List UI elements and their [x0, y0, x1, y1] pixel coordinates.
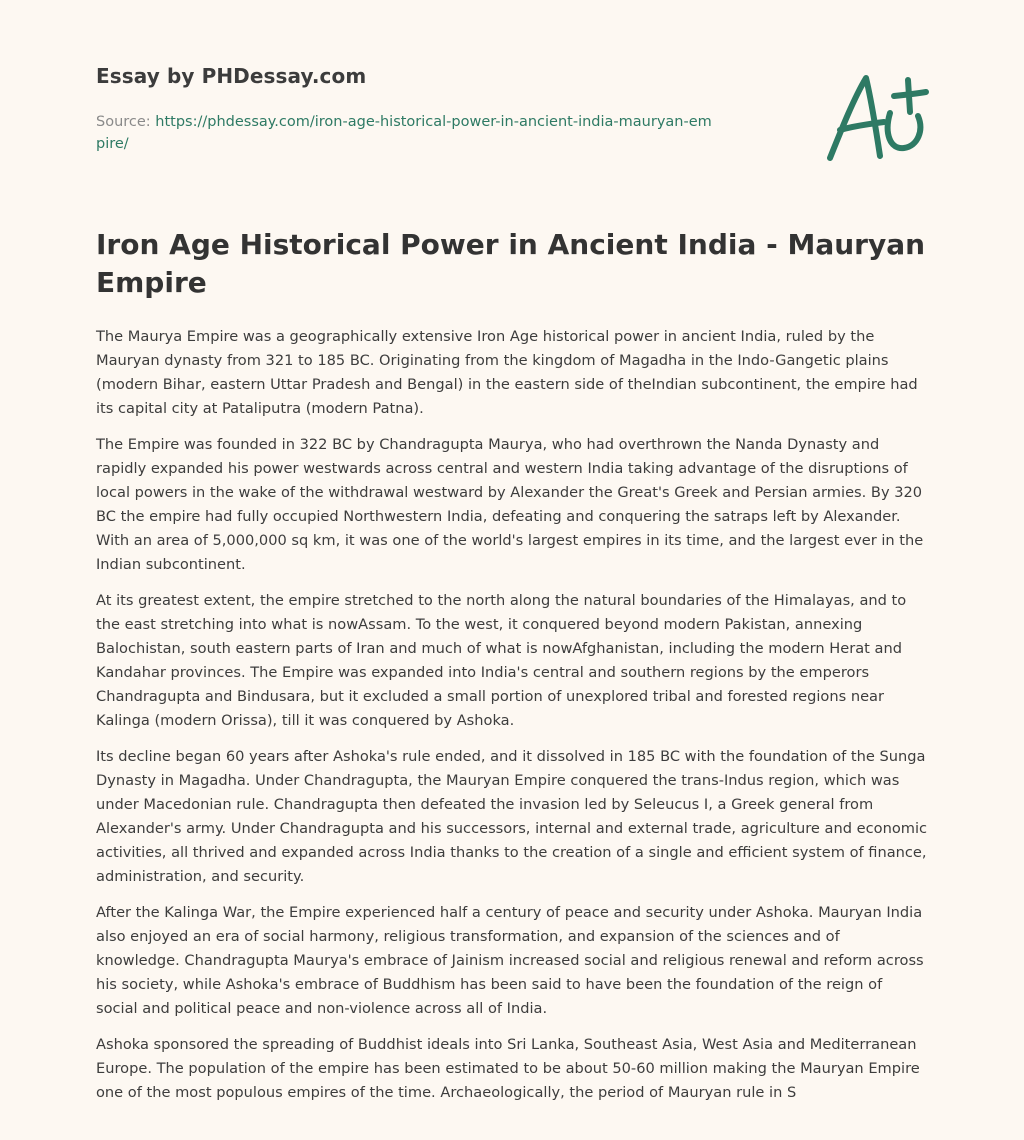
essay-paragraph: Its decline began 60 years after Ashoka's rule ended, and it dissolved in 185 BC with the foundation of the Sunga Dynasty in Magadha. Under Chandragupta, the Mauryan Empire conquered the trans-Indus region, which was under Macedonian rule. Chandragupta then defeated the invasion led by Seleucus I, a Greek general from Alexander's army. Under Chandragupta and his successors, internal and external trade, agriculture and economic activities, all thrived and expanded across India thanks to the creation of a single and efficient system of finance, administration, and security.	[96, 748, 928, 885]
source-label: Source:	[96, 114, 151, 130]
source-line	[96, 111, 716, 155]
essay-title: Iron Age Historical Power in Ancient India - Mauryan Empire	[96, 228, 926, 299]
essay-paragraph: Ashoka sponsored the spreading of Buddhist ideals into Sri Lanka, Southeast Asia, West Asia and Mediterranean Europe. The population of the empire has been estimated to be about 50-60 million making the Mauryan Empire one of the most populous empires of the time. Archaeologically, the period of Mauryan rule in S	[96, 1036, 920, 1101]
essay-paragraph: At its greatest extent, the empire stretched to the north along the natural boundaries of the Himalayas, and to the east stretching into what is nowAssam. To the west, it conquered beyond modern Pakistan, annexing Balochistan, south eastern parts of Iran and much of what is nowAfghanistan, including the modern Herat and Kandahar provinces. The Empire was expanded into India's central and southern regions by the emperors Chandragupta and Bindusara, but it excluded a small portion of unexplored tribal and forested regions near Kalinga (modern Orissa), till it was conquered by Ashoka.	[96, 592, 907, 729]
source-link[interactable]: https://phdessay.com/iron-age-historical-power-in-ancient-india-mauryan-empire/	[96, 114, 712, 152]
essay-paragraph: The Maurya Empire was a geographically extensive Iron Age historical power in ancient India, ruled by the Mauryan dynasty from 321 to 185 BC. Originating from the kingdom of Magadha in the Indo-Gangetic plains (modern Bihar, eastern Uttar Pradesh and Bengal) in the eastern side of theIndian subcontinent, the empire had its capital city at Pataliputra (modern Patna).	[96, 328, 918, 417]
site-title: Essay by PHDessay.com	[96, 64, 367, 88]
essay-paragraph: After the Kalinga War, the Empire experienced half a century of peace and security under Ashoka. Mauryan India also enjoyed an era of social harmony, religious transformation, and expansion of the sciences and of knowledge. Chandragupta Maurya's embrace of Jainism increased social and religious renewal and reform across his society, while Ashoka's embrace of Buddhism has been said to have been the foundation of the reign of social and political peace and non-violence across all of India.	[96, 904, 924, 1017]
essay-body	[96, 325, 928, 1117]
a-plus-logo-icon	[820, 68, 930, 168]
essay-paragraph: The Empire was founded in 322 BC by Chandragupta Maurya, who had overthrown the Nanda Dynasty and rapidly expanded his power westwards across central and western India taking advantage of the disruptions of local powers in the wake of the withdrawal westward by Alexander the Great's Greek and Persian armies. By 320 BC the empire had fully occupied Northwestern India, defeating and conquering the satraps left by Alexander. With an area of 5,000,000 sq km, it was one of the world's largest empires in its time, and the largest ever in the Indian subcontinent.	[96, 436, 924, 573]
